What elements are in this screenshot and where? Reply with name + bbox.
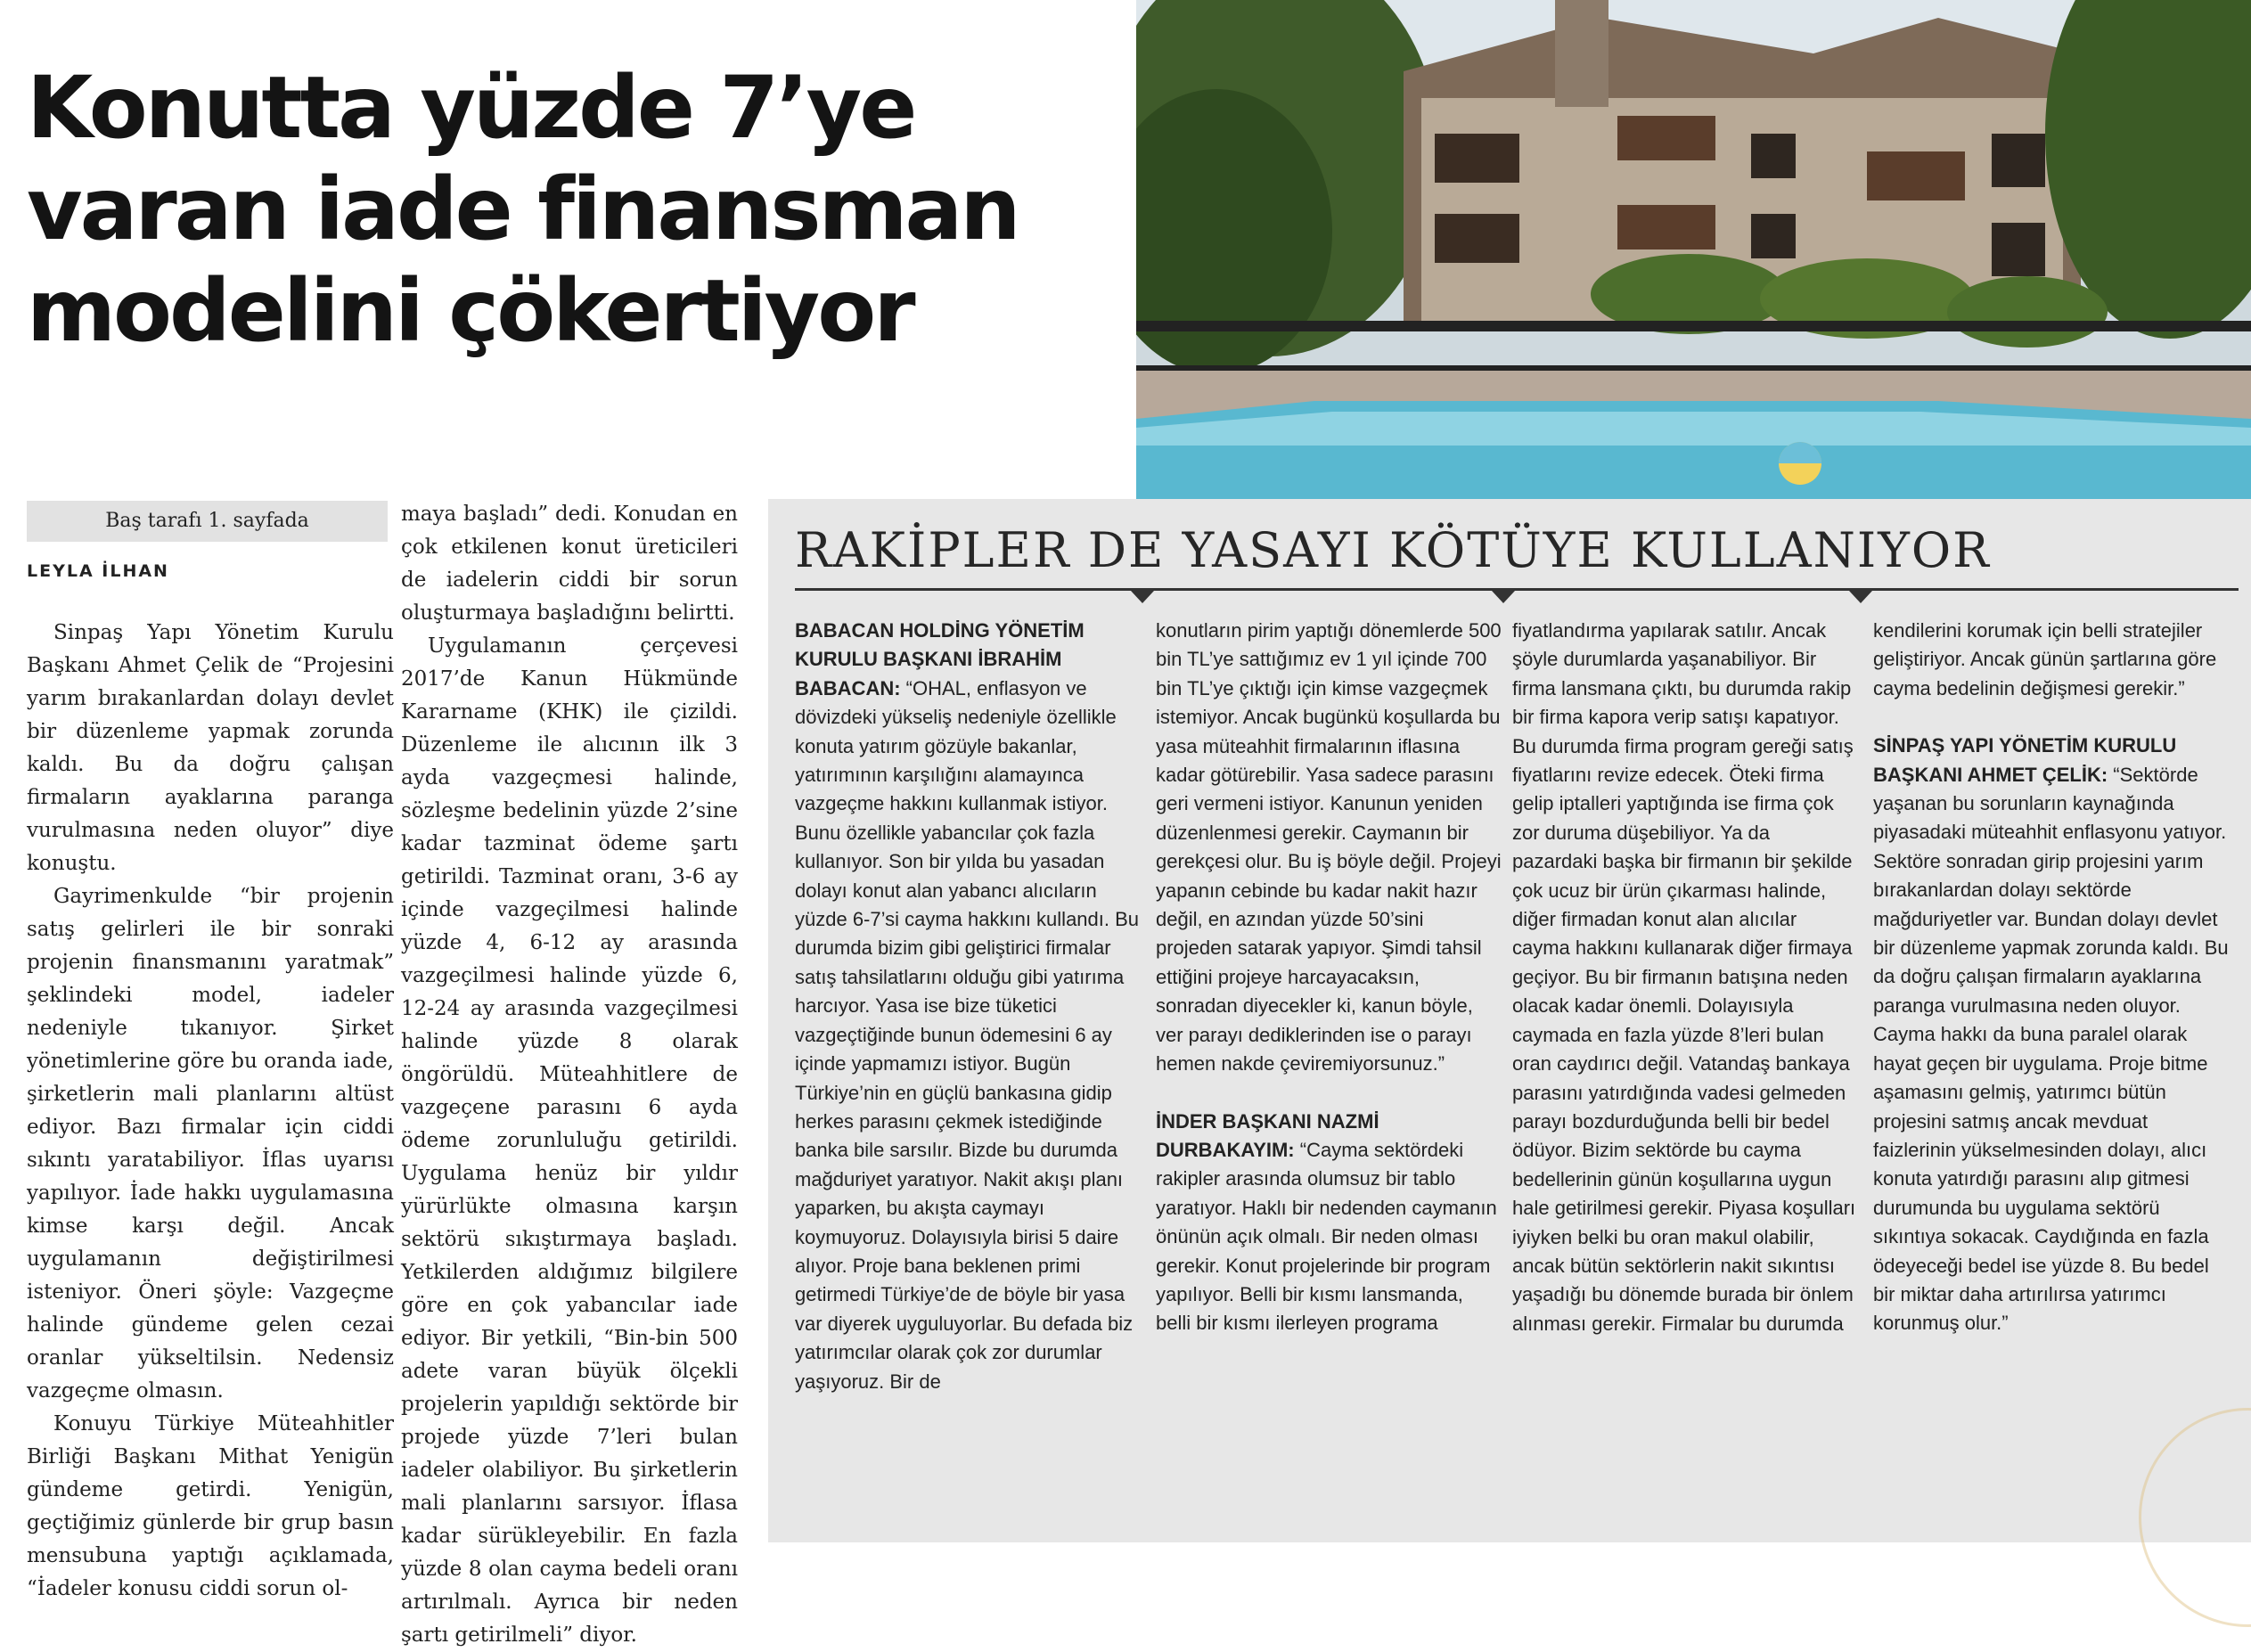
panel-divider xyxy=(795,588,2239,591)
apartment-pool-photo xyxy=(1136,0,2251,499)
paragraph: Gayrimenkulde “bir projenin satış gelirleri ile bir sonraki projenin finansmanını yaratmak” şeklindeki model, iadeler nedeniyle tıkanıyor. Şirket yönetimlerine göre bu oranda iade, şirketlerin mali planlarını altüst ediyor. Bazı firmalar için ciddi sıkıntı yaratabiliyor. İflas uyarısı yapılıyor. İade hakkı uygulamasına kimse karşı değil. Ancak uygulamanın değiştirilmesi isteniyor. Öneri şöyle: Vazgeçme halinde gündeme gelen cezai oranlar yükseltilsin. Nedensiz vazgeçme olmasın. xyxy=(27,885,394,1403)
speaker-name: BABACAN HOLDİNG YÖNETİM KURULU BAŞKANI İBRAHİM BABACAN: xyxy=(795,619,1085,699)
paragraph: Sinpaş Yapı Yönetim Kurulu Başkanı Ahmet Çelik de “Projesini yarım bırakanlardan dolayı devlet bir düzenleme yapmak zorunda kaldı. Bu da doğru çalışan firmaların ayaklarına paranga vurulmasına neden oluyor” diye konuştu. xyxy=(27,621,394,875)
quote-paragraph xyxy=(1873,732,2234,1338)
panel-column-2 xyxy=(1156,617,1503,1338)
column-arrow-icon xyxy=(1131,591,1154,603)
headline-line: Konutta yüzde 7’ye xyxy=(27,58,915,158)
quote-text: kendilerini korumak için belli stratejiler geliştiriyor. Ancak günün şartlarına göre cayma bedelinin değişmesi gerekir.” xyxy=(1873,619,2217,699)
panel-column-1 xyxy=(795,617,1142,1396)
panel-column-4 xyxy=(1873,617,2234,1338)
quote-text: “OHAL, enflasyon ve dövizdeki yükseliş nedeniyle özellikle konuta yatırım gözüyle bakanlar, yatırımının karşılığını alamayınca vazgeçme hakkını kullanmak istiyor. Bunu özellikle yabancılar çok fazla kullanıyor. Son bir yılda bu yasadan dolayı konut alan yabancı alıcıların yüzde 6-7’si cayma hakkını kullandı. Bu durumda bizim gibi geliştirici firmalar satış tahsilatlarını olduğu gibi yatırıma harcıyor. Yasa ise bize tüketici vazgeçtiğinde bunun ödemesini 6 ay içinde yapmamızı istiyor. Bugün Türkiye’nin en güçlü bankasına gidip herkes parasını çekmek istediğinde banka bile sarsılır. Bizde bu durumda mağduriyet yaratıyor. Nakit akışı planı yaparken, bu akışta caymayı koymuyoruz. Dolayısıyla birisi 5 daire alıyor. Proje bana beklenen primi getirmedi Türkiye’de de böyle bir yasa var diyerek uyguluyorlar. Bu defada biz yatırımcılar olarak çok zor durumlar yaşıyoruz. Bir de xyxy=(795,676,1140,1393)
headline-line: varan iade finansman xyxy=(27,159,1019,259)
speaker-name: İNDER BAŞKANI NAZMİ DURBAKAYIM: xyxy=(1156,1109,1379,1161)
sidebar-panel xyxy=(768,499,2251,1542)
article-column-1 xyxy=(27,617,394,1606)
quote-text: “Sektörde yaşanan bu sorunların kaynağında piyasadaki müteahhit enflasyonu yatıyor. Sektöre sonradan girip projesini yarım bırakanlardan dolayı sektörde mağduriyetler var. Bundan dolayı devlet bir düzenleme yapmak zorunda kaldı. Bu da doğru çalışan firmaların ayaklarına paranga vurulmasına neden oluyor. Cayma hakkı da buna paralel olarak hayat geçen bir uygulama. Proje bitme aşamasını gelmiş, yatırımcı bütün projesini satmış ancak mevduat faizlerinin yükselmesinden dolayı, alıcı konuta yatırdığı parasını alıp gitmesi durumunda bu uygulama sektörü sıkıntıya sokacak. Caydığında en fazla ödeyeceği bedel ise yüzde 8. Bu bedel bir miktar daha artırılırsa yatırımcı korunmuş olur.” xyxy=(1873,763,2229,1335)
quote-paragraph xyxy=(1156,1108,1503,1338)
photo-illustration xyxy=(1136,0,2251,499)
quote-text: konutların pirim yaptığı dönemlerde 500 bin TL’ye sattığımız ev 1 yıl içinde 700 bin TL’ye çıktığı için kimse vazgeçmek istemiyor. Ancak bugünkü koşullarda bu yasa müteahhit firmalarının iflasına kadar götürebilir. Yasa sadece parasını geri vermeni istiyor. Kanunun yeniden düzenlenmesi gerekir. Caymanın bir gerekçesi olur. Bu iş böyle değil. Projeyi yapanın cebinde bu kadar nakit hazır değil, en azından yüzde 50’sini projeden satarak yapıyor. Şimdi tahsil ettiğini projeye harcayacaksın, sonradan diyecekler ki, kanun böyle, ver parayı dediklerinden ise o parayı hemen nakde çeviremiyorsunuz.” xyxy=(1156,619,1502,1075)
column-arrow-icon xyxy=(1492,591,1515,603)
quote-paragraph xyxy=(795,617,1142,1396)
article-column-2 xyxy=(401,498,738,1652)
headline-line: modelini çökertiyor xyxy=(27,261,913,361)
panel-title: RAKİPLER DE YASAYI KÖTÜYE KULLANIYOR xyxy=(795,522,1991,578)
headline xyxy=(27,57,1132,362)
quote-text: “Cayma sektördeki rakipler arasında olumsuz bir tablo yaratıyor. Haklı bir nedenden caymanın önünün açık olmalı. Bir neden olması gerekir. Konut projelerinde bir program yapılıyor. Belli bir kısmı lansmanda, belli bir kısmı ilerleyen programa xyxy=(1156,1138,1497,1335)
byline: LEYLA İLHAN xyxy=(27,561,169,581)
paragraph: Uygulamanın çerçevesi 2017’de Kanun Hükmünde Kararname (KHK) ile çizildi. Düzenleme ile alıcının ilk 3 ayda vazgeçmesi halinde, sözleşme bedelinin yüzde 2’sine kadar tazminat ödeme şartı getirildi. Tazminat oranı, 3-6 ay içinde vazgeçilmesi halinde yüzde 4, 6-12 ay arasında vazgeçilmesi halinde yüzde 6, 12-24 ay arasında vazgeçilmesi halinde yüzde 8 olarak öngörüldü. Müteahhitlere de vazgeçene parasını 6 ayda ödeme zorunluluğu getirildi. Uygulama henüz bir yıldır yürürlükte olmasına karşın sektörü sıkıştırmaya başladı. Yetkilerden aldığımız bilgilere göre en çok yabancılar iade ediyor. Bir yetkili, “Bin-bin 500 adete varan büyük ölçekli projelerin yapıldığı sektörde bir projede yüzde 7’leri bulan iadeler olabiliyor. Bu şirketlerin mali planlarını sarsıyor. İflasa kadar sürükleyebilir. En fazla yüzde 8 olan cayma bedeli oranı artırılmalı. Ayrıca bir neden şartı getirilmeli” diyor. xyxy=(401,634,738,1647)
paragraph: Konuyu Türkiye Müteahhitler Birliği Başkanı Mithat Yenigün gündeme getirdi. Yenigün, geçtiğimiz günlerde bir grup basın mensubuna yaptığı açıklamada, “İadeler konusu ciddi sorun ol- xyxy=(27,1412,394,1600)
column-arrow-icon xyxy=(1849,591,1872,603)
paragraph: maya başladı” dedi. Konudan en çok etkilenen konut üreticileri de iadelerin ciddi bir sorun oluşturmaya başladığını belirtti. xyxy=(401,503,738,625)
quote-text: fiyatlandırma yapılarak satılır. Ancak şöyle durumlarda yaşanabiliyor. Bir firma lansmana çıktı, bu durumda rakip bir firma kapora verip satışı kapatıyor. Bu durumda firma program gereği satış fiyatlarını revize edecek. Öteki firma gelip iptalleri yaptığında ise firma çok zor duruma düşebiliyor. Ya da pazardaki başka bir firmanın bir şekilde çok ucuz bir ürün çıkarması halinde, diğer firmadan konut alan alıcılar cayma hakkını kullanarak diğer firmaya geçiyor. Bu bir firmanın batışına neden olacak kadar önemli. Dolayısıyla caymada en fazla yüzde 8’leri bulan oran caydırıcı değil. Vatandaş bankaya parasını yatırdığında vadesi gelmeden parayı bozdurduğunda belli bir bedel ödüyor. Bizim sektörde bu cayma bedellerinin günün koşullarına uygun hale getirilmesi gerekir. Piyasa koşulları iyiyken belki bu oran makul olabilir, ancak bütün sektörlerin nakit sıkıntısı yaşadığı bu dönemde burada bir önlem alınması gerekir. Firmalar bu durumda xyxy=(1512,619,1856,1335)
speaker-name: SİNPAŞ YAPI YÖNETİM KURULU BAŞKANI AHMET ÇELİK: xyxy=(1873,734,2177,786)
kicker: Baş tarafı 1. sayfada xyxy=(27,501,388,542)
panel-column-3 xyxy=(1512,617,1860,1338)
